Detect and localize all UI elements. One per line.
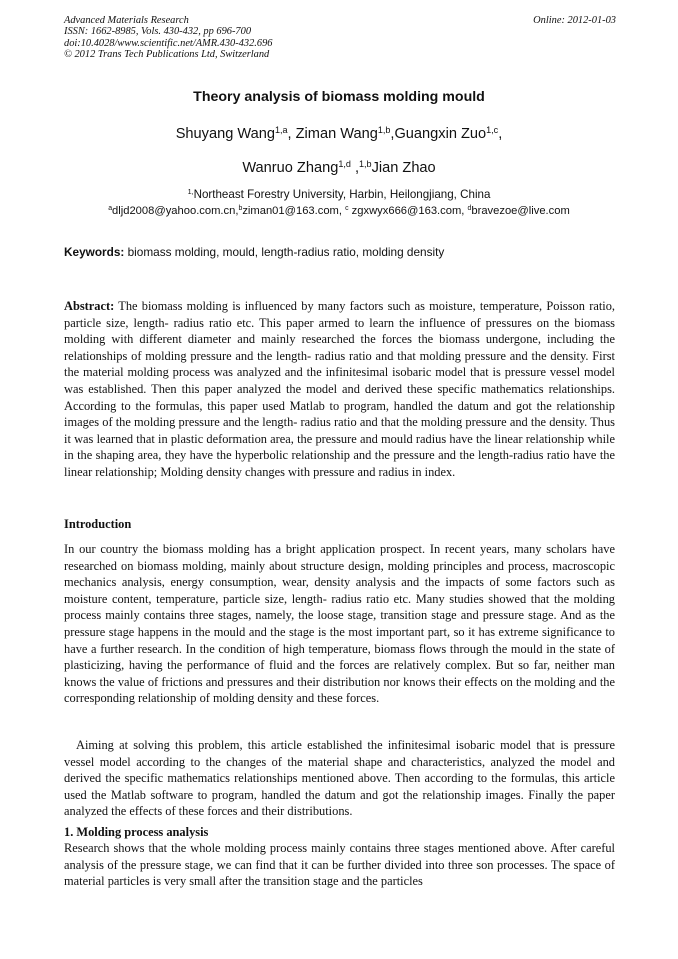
keywords-text: biomass molding, mould, length-radius ratio, molding density (124, 245, 445, 259)
introduction-heading (64, 516, 615, 533)
author-affil-mark: 1,a (274, 125, 288, 136)
introduction-paragraph-2: Aiming at solving this problem, this article established the infinitesimal isobaric model that is pressure vessel model according to the changes of the material shape and characteristics, analyzed the model and derived the specific mathematics relationships mentioned above. Then according to the formulas, this article used the Matlab software to program, handled the datum and got the relationship images. Finally the paper analyzed the effects of these forces and their distributions. (64, 738, 615, 819)
section-heading: 1. Molding process analysis (64, 825, 209, 839)
email-mark: d (467, 205, 472, 213)
section-1-heading (64, 824, 615, 841)
section-1-paragraph: Research shows that the whole molding process mainly contains three stages mentioned above. After careful analysis of the pressure stage, we can find that it can be further divided into three son processes. The space of material particles is very small after the transition stage and the particles (64, 841, 615, 889)
author-separator: , (350, 160, 359, 176)
author-name: Wanruo Zhang (242, 160, 339, 176)
email-mark: b (238, 205, 243, 213)
email-address: zgxwyx666@163.com, (348, 205, 468, 217)
doi-line: doi:10.4028/www.scientific.net/AMR.430-432.696 (64, 37, 273, 49)
keywords (64, 245, 616, 259)
email-address: bravezoe@live.com (471, 205, 570, 217)
abstract-label: Abstract: (64, 299, 115, 313)
email-address: ziman01@163.com, (242, 205, 346, 217)
paper-title: Theory analysis of biomass molding mould (193, 89, 485, 105)
running-header (64, 15, 616, 61)
section-heading: Introduction (64, 517, 132, 531)
abstract-text: The biomass molding is influenced by many factors such as moisture, temperature, Poisson ratio, particle size, length- radius ratio etc. This paper armed to learn the influence of pressures on the biomass molding with different diameter and mainly researched the forces the biomass undergone, including the relationships of molding pressure and the length- radius ratio and that molding pressure and the density. First the material molding process was analyzed and the infinitesimal isobaric model that is pressure vessel model was established. Then this paper analyzed the model and derived these specific mathematics relationships. According to the formulas, this paper used Matlab to program, handled the datum and got the relationship images of the molding pressure and the length- radius ratio and that the molding pressure and the density. Thus it was learned that in plastic deformation area, the pressure and mould radius have the linear relationship while in the shaping area, they have the hyperbolic relationship and the pressure and the length-radius ratio have the linear relationship; Molding density changes with pressure and radius in index. (64, 299, 615, 479)
author-affil-mark: 1,c (486, 125, 499, 136)
email-address: dljd2008@yahoo.com.cn, (112, 205, 239, 217)
email-mark: a (108, 205, 113, 213)
author-affil-mark: 1,d (338, 159, 351, 170)
introduction-paragraph-1: In our country the biomass molding has a bright application prospect. In recent years, many scholars have researched on biomass molding, mainly about structure design, molding principles and process, macroscopic mechanics analysis, energy consumption, wear, density analysis and the impacts of some factors such as moisture content, temperature, particle size, length- radius ratio etc. Many studies showed that the molding process mainly contains three stages, namely, the loose stage, transition stage and pressure stage. And as the pressure stage happens in the mould and the stage is the most important part, so it has extreme significance to have a further research. In the condition of high temperature, biomass flows through the mould in the state of plasticizing, having the performance of fluid and the forces are relatively complex. But so far, neither man knows the value of frictions and pressures and their distribution nor knows their effects on the molding and the corresponding relationship of molding density and these forces. (64, 542, 615, 706)
abstract (64, 298, 615, 481)
authors-line-1 (0, 126, 678, 142)
copyright-line: © 2012 Trans Tech Publications Ltd, Switzerland (64, 49, 270, 61)
author-name: Jian Zhao (371, 160, 436, 176)
journal-name: Advanced Materials Research (64, 15, 189, 26)
author-affil-mark: 1,b (377, 125, 391, 136)
author-name: ,Guangxin Zuo (390, 126, 487, 142)
journal-info (64, 15, 272, 61)
online-date: Online: 2012-01-03 (533, 15, 616, 26)
author-emails (0, 205, 678, 217)
affiliation-mark: 1, (187, 187, 194, 197)
author-name: , Ziman Wang (287, 126, 378, 142)
email-mark: c (345, 205, 349, 213)
author-name: Shuyang Wang (175, 126, 275, 142)
authors-line-2 (0, 160, 678, 176)
affiliation (0, 188, 678, 201)
author-separator: , (498, 126, 503, 142)
issn-line: ISSN: 1662-8985, Vols. 430-432, pp 696-700 (64, 26, 252, 38)
affiliation-text: Northeast Forestry University, Harbin, Heilongjiang, China (193, 188, 491, 201)
author-affil-mark: 1,b (359, 159, 372, 170)
keywords-label: Keywords: (64, 245, 125, 259)
